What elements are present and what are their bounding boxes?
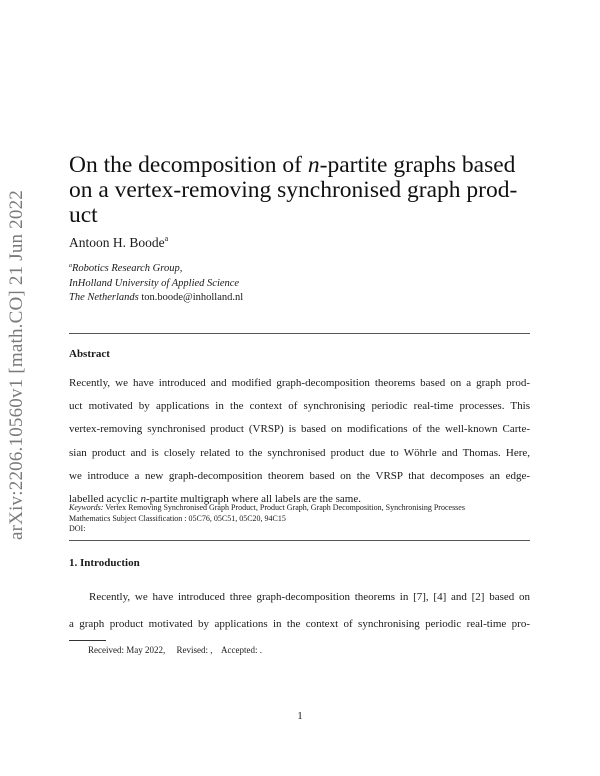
affiliation-marker: a xyxy=(69,263,72,269)
author-affiliation-marker: a xyxy=(164,234,169,243)
keywords-label: Keywords: xyxy=(69,503,104,512)
page-number: 1 xyxy=(297,710,303,722)
paper-title xyxy=(69,153,539,228)
abstract-body xyxy=(69,372,530,511)
affiliation-country: The Netherlands xyxy=(69,292,139,303)
footnote-rule xyxy=(69,640,106,641)
introduction-body xyxy=(69,584,530,638)
affiliation-country-line xyxy=(69,291,243,306)
abstract-heading: Abstract xyxy=(69,348,110,360)
abstract-line: uct motivated by applications in the context of synchronising periodic real-time processes. This xyxy=(69,400,530,413)
abstract-top-rule xyxy=(69,333,530,334)
msc-line: Mathematics Subject Classification : 05C76, 05C51, 05C20, 94C15 xyxy=(69,513,286,523)
abstract-line: we introduce a new graph-decomposition theorem based on the VRSP that decomposes an edge- xyxy=(69,469,530,482)
abstract-variable: n xyxy=(140,493,146,506)
abstract-last-post: -partite multigraph where all labels are the same. xyxy=(145,493,361,506)
abstract-last-pre: labelled acyclic xyxy=(69,493,141,506)
title-part-1: On the decomposition of xyxy=(69,152,308,178)
affiliation-university: InHolland University of Applied Science xyxy=(69,277,240,289)
title-variable: n xyxy=(307,152,320,178)
title-part-2: -partite graphs based on a vertex-removing synchronised graph prod-uct xyxy=(69,152,518,228)
introduction-line: a graph product motivated by applications in the context of synchronising periodic real-time pro- xyxy=(69,618,530,630)
affiliation-block xyxy=(69,259,243,306)
affiliation-group: Robotics Research Group, xyxy=(72,263,183,274)
keywords-text: Vertex Removing Synchronised Graph Product, Product Graph, Graph Decomposition, Synchronising Processes xyxy=(103,503,465,512)
keywords-line xyxy=(69,503,530,514)
author-email[interactable]: ton.boode@inholland.nl xyxy=(141,292,244,303)
author-name: Antoon H. Boode xyxy=(69,235,165,250)
footnote: Received: May 2022, Revised: , Accepted: . xyxy=(88,645,262,655)
abstract-line: vertex-removing synchronised product (VRSP) is based on modifications of the well-known Carte- xyxy=(69,423,530,436)
section-heading-introduction: 1. Introduction xyxy=(69,557,140,569)
abstract-line: Recently, we have introduced and modified graph-decomposition theorems based on a graph prod- xyxy=(69,377,530,389)
abstract-line: sian product and is closely related to the synchronised product due to Wöhrle and Thomas. Here, xyxy=(69,446,530,459)
arxiv-identifier: arXiv:2206.10560v1 [math.CO] 21 Jun 2022 xyxy=(6,190,27,540)
doi-line: DOI: xyxy=(69,524,86,533)
introduction-line: Recently, we have introduced three graph-decomposition theorems in [7], [4] and [2] based on xyxy=(89,591,530,603)
paper-metadata xyxy=(69,503,530,535)
author-line xyxy=(69,234,168,251)
affiliation-group-line xyxy=(69,259,243,277)
abstract-bottom-rule xyxy=(69,540,530,541)
